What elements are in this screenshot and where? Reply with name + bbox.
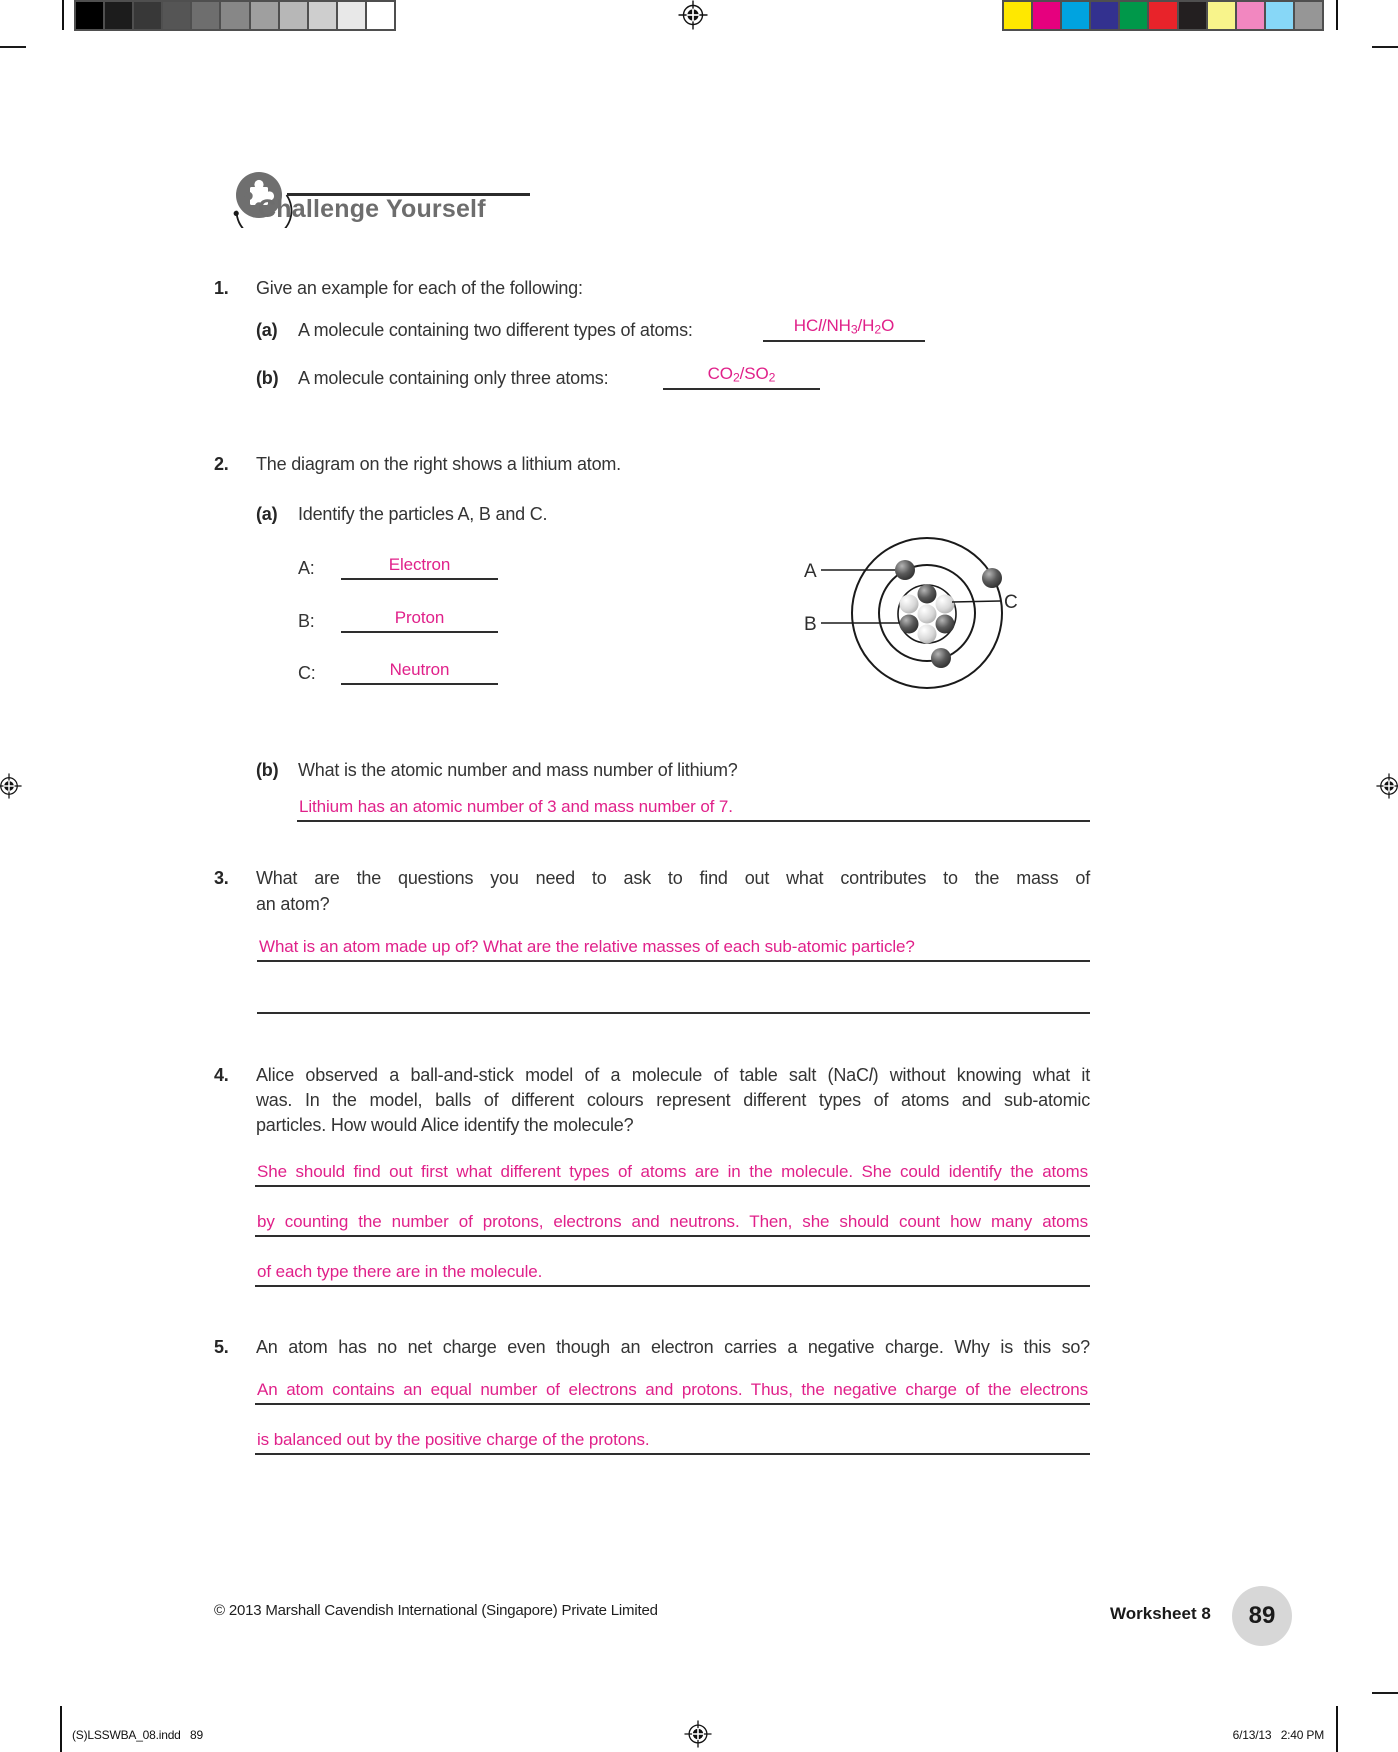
copyright-text: © 2013 Marshall Cavendish International (Singapore) Private Limited xyxy=(214,1602,658,1619)
answer-blank-particle-b xyxy=(341,605,498,633)
electron-sphere xyxy=(982,568,1002,588)
diagram-label-a: A xyxy=(804,561,817,582)
registration-mark-icon xyxy=(0,773,22,799)
color-swatch xyxy=(1062,2,1091,29)
answer-blank-4-line3 xyxy=(255,1259,1090,1287)
question-1-number: 1. xyxy=(214,278,229,298)
question-2b-text: What is the atomic number and mass number of lithium? xyxy=(298,760,738,780)
answer-blank-5-line1 xyxy=(255,1377,1090,1405)
slug-tick-left xyxy=(60,1706,62,1752)
grayscale-calibration-bar xyxy=(74,0,396,31)
question-3-line2: an atom? xyxy=(256,894,330,914)
proton-sphere xyxy=(918,585,937,604)
answer-4-line2: by counting the number of protons, electrons and neutrons. Then, she should count how many atoms xyxy=(257,1212,1088,1231)
proton-sphere xyxy=(900,615,919,634)
question-4-number: 4. xyxy=(214,1065,229,1085)
color-swatch xyxy=(1295,2,1322,29)
answer-blank-4-line2 xyxy=(255,1209,1090,1237)
answer-blank-1b xyxy=(663,362,820,390)
question-1a-label: (a) xyxy=(256,320,278,340)
color-swatch xyxy=(1004,2,1033,29)
question-4-line3: particles. How would Alice identify the molecule? xyxy=(256,1115,634,1135)
color-swatch xyxy=(1149,2,1178,29)
color-swatch xyxy=(192,2,221,29)
slug-filename: (S)LSSWBA_08.indd 89 xyxy=(72,1728,204,1742)
color-swatch xyxy=(163,2,192,29)
answer-particle-c: Neutron xyxy=(389,660,450,679)
crop-tick-right xyxy=(1336,0,1338,30)
lithium-atom-diagram xyxy=(770,520,1040,720)
answer-2b: Lithium has an atomic number of 3 and mass number of 7. xyxy=(299,797,733,816)
page-title: Challenge Yourself xyxy=(258,195,486,223)
diagram-label-c: C xyxy=(1004,592,1018,613)
registration-mark-icon xyxy=(1376,773,1398,799)
particle-b-label: B: xyxy=(298,611,315,631)
answer-blank-3-extra xyxy=(257,986,1090,1014)
color-swatch xyxy=(134,2,163,29)
color-swatch xyxy=(338,2,367,29)
color-swatch xyxy=(1208,2,1237,29)
diagram-label-b: B xyxy=(804,614,817,635)
answer-particle-a: Electron xyxy=(388,555,451,574)
question-2-text: The diagram on the right shows a lithium atom. xyxy=(256,454,621,474)
answer-blank-4-line1 xyxy=(255,1159,1090,1187)
question-2b-label: (b) xyxy=(256,760,279,780)
question-2-number: 2. xyxy=(214,454,229,474)
question-3-number: 3. xyxy=(214,868,229,888)
answer-particle-b: Proton xyxy=(394,608,445,627)
page-number: 89 xyxy=(1248,1602,1276,1629)
color-calibration-bar xyxy=(1002,0,1324,31)
color-swatch xyxy=(309,2,338,29)
question-2a-text: Identify the particles A, B and C. xyxy=(298,504,548,524)
answer-4-line3: of each type there are in the molecule. xyxy=(257,1262,543,1281)
answer-blank-1a xyxy=(763,314,925,342)
page-number-badge xyxy=(1232,1586,1292,1646)
electron-sphere xyxy=(931,648,951,668)
answer-blank-3 xyxy=(257,934,1090,962)
answer-blank-particle-c xyxy=(341,657,498,685)
answer-1a: HCl/NH3/H2O xyxy=(793,316,895,337)
answer-5-line1: An atom contains an equal number of electrons and protons. Thus, the negative charge of the electrons xyxy=(257,1380,1088,1399)
registration-mark-icon xyxy=(678,0,708,30)
color-swatch xyxy=(1033,2,1062,29)
color-swatch xyxy=(1237,2,1266,29)
question-4-line2: was. In the model, balls of different colours represent different types of atoms and sub-atomic xyxy=(256,1090,1090,1110)
answer-1b: CO2/SO2 xyxy=(707,364,776,385)
question-5-number: 5. xyxy=(214,1337,229,1357)
neutron-sphere xyxy=(936,595,955,614)
neutron-sphere xyxy=(918,605,937,624)
slug-datetime: 6/13/13 2:40 PM xyxy=(1232,1728,1324,1742)
color-swatch xyxy=(280,2,309,29)
answer-blank-particle-a xyxy=(341,552,498,580)
color-swatch xyxy=(105,2,134,29)
color-swatch xyxy=(251,2,280,29)
answer-5-line2: is balanced out by the positive charge of the protons. xyxy=(257,1430,650,1449)
answer-blank-5-line2 xyxy=(255,1427,1090,1455)
color-swatch xyxy=(1179,2,1208,29)
question-1-text: Give an example for each of the following: xyxy=(256,278,583,298)
slug-tick-right xyxy=(1336,1706,1338,1752)
color-swatch xyxy=(221,2,250,29)
question-1b-label: (b) xyxy=(256,368,279,388)
electron-sphere xyxy=(895,560,915,580)
question-3-line1: What are the questions you need to ask to find out what contributes to the mass of xyxy=(256,868,1090,888)
question-5-text: An atom has no net charge even though an electron carries a negative charge. Why is this so? xyxy=(256,1337,1090,1357)
neutron-sphere xyxy=(918,625,937,644)
neutron-sphere xyxy=(900,595,919,614)
question-1a-text: A molecule containing two different types of atoms: xyxy=(298,320,693,340)
answer-4-line1: She should find out first what different types of atoms are in the molecule. She could identify the atoms xyxy=(257,1162,1088,1181)
color-swatch xyxy=(1120,2,1149,29)
crop-tick-left xyxy=(62,0,64,30)
crop-dash-left xyxy=(0,46,26,48)
answer-blank-2b xyxy=(297,794,1090,822)
question-2a-label: (a) xyxy=(256,504,278,524)
particle-a-label: A: xyxy=(298,558,315,578)
crop-dash-right xyxy=(1372,46,1398,48)
question-1b-text: A molecule containing only three atoms: xyxy=(298,368,609,388)
callout-line-c xyxy=(952,601,1000,602)
proton-sphere xyxy=(936,615,955,634)
color-swatch xyxy=(367,2,394,29)
question-4-line1: Alice observed a ball-and-stick model of a molecule of table salt (NaCl) without knowing what it xyxy=(256,1065,1091,1085)
crop-dash-bottom-right xyxy=(1372,1692,1398,1694)
registration-mark-icon xyxy=(684,1720,712,1748)
color-swatch xyxy=(1266,2,1295,29)
color-swatch xyxy=(76,2,105,29)
answer-3: What is an atom made up of? What are the relative masses of each sub-atomic particle? xyxy=(259,937,915,956)
particle-c-label: C: xyxy=(298,663,316,683)
worksheet-label: Worksheet 8 xyxy=(1110,1604,1211,1623)
color-swatch xyxy=(1091,2,1120,29)
